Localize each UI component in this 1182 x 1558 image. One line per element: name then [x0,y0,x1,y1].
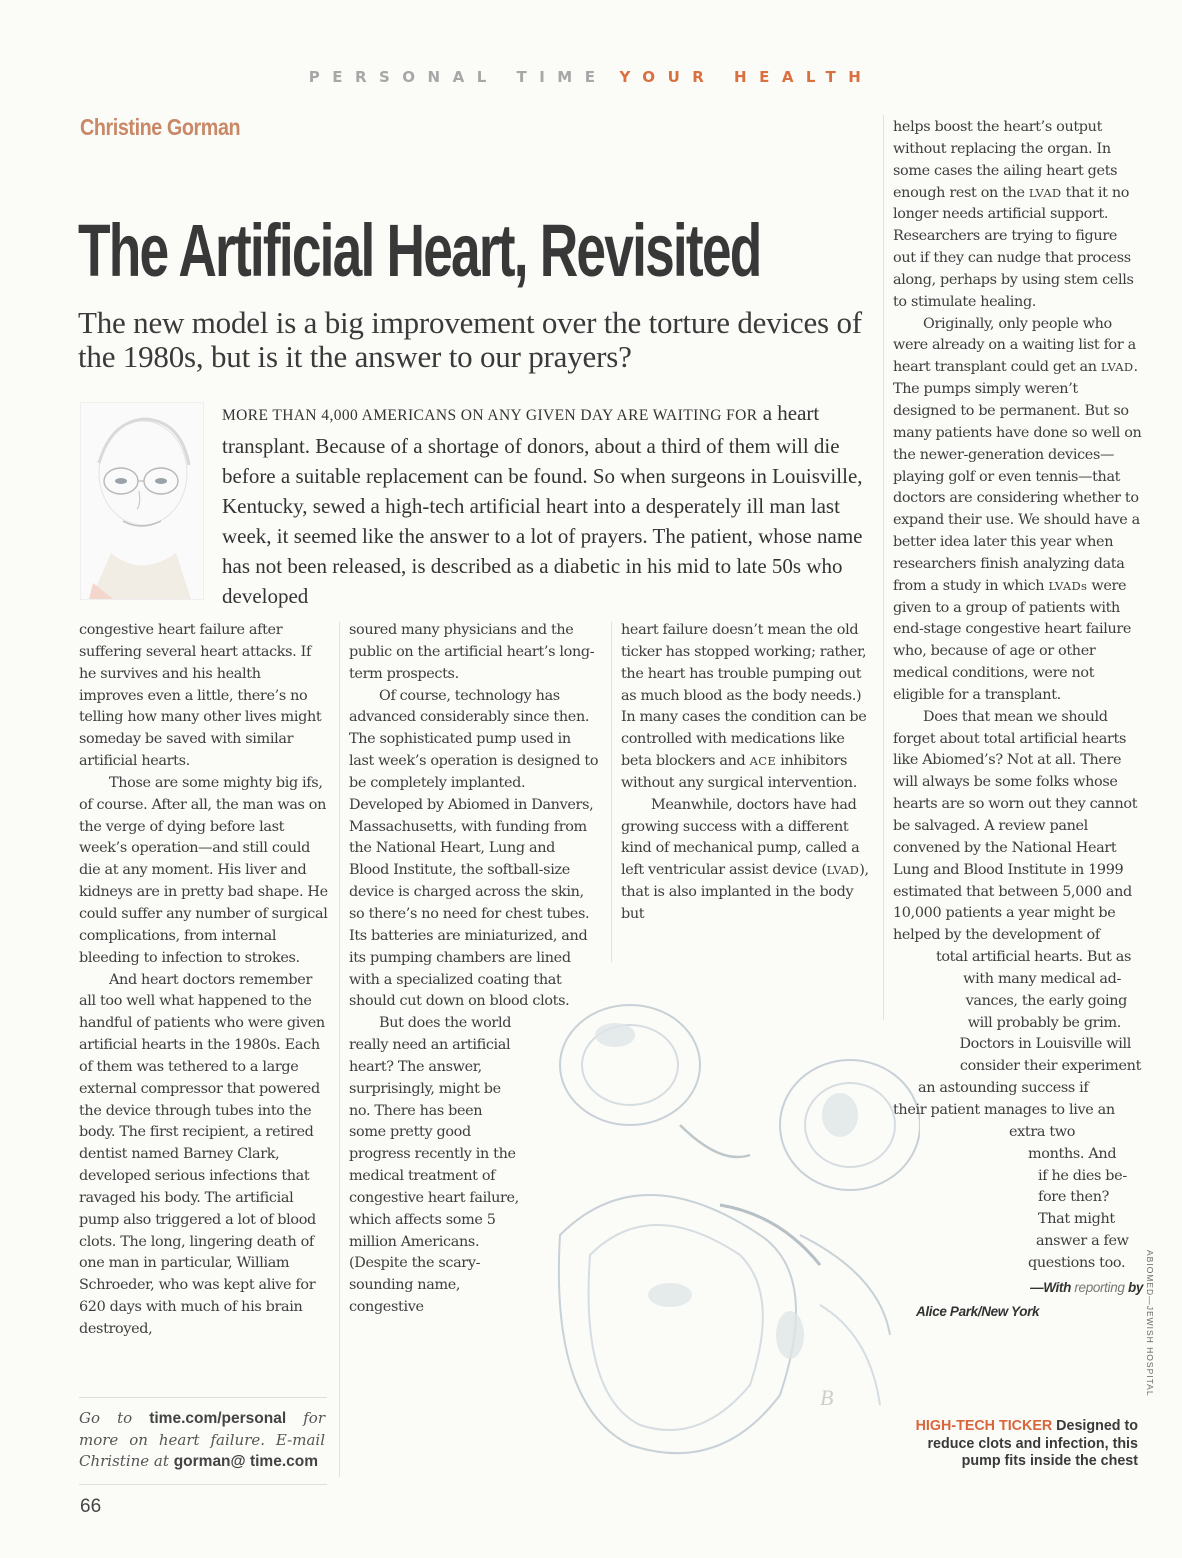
reporter-name [893,1301,1143,1323]
text-line: an astounding success if [918,1080,1089,1097]
section-label: PERSONAL TIME [308,68,608,86]
article-column-3 [621,620,871,926]
reporter-name-text: Alice Park/New York [916,1303,1040,1319]
wrapped-text [893,947,1143,1322]
column-rule [883,115,884,1020]
text-line: That might [1038,1211,1115,1228]
paragraph: Those are some mighty big ifs, of course. After all, the man was on the verge of dying before last week’s operation—and still could die at any moment. His liver and kidneys are in pretty bad shape. He could suffer any number of surgical complications, from internal bleeding to infection to strokes. [79,774,328,966]
article-column-2 [349,620,599,1319]
text-line: questions too. [1028,1254,1126,1271]
section-header [0,68,1182,86]
paragraph: helps boost the heart’s output without replacing the organ. In some cases the ailing heart gets enough rest on the LVAD that it no longer needs artificial support. Researchers are trying to figure out if they can nudge that process along, perhaps by using stem cells to stimulate healing. [893,119,1134,310]
web-promo [79,1408,325,1473]
text-line: consider their experiment [959,1058,1141,1075]
reporting-credit [893,1277,1143,1299]
caption-title: HIGH-TECH TICKER [915,1418,1053,1434]
text-line: will probably be grim. [967,1014,1121,1031]
credit-reporting: reporting [1074,1279,1125,1295]
text-line: if he dies be- [1038,1167,1127,1184]
paragraph: congestive heart failure after suffering several heart attacks. If he survives and his health improves even a little, there’s no telling how many other lives might someday be saved with similar artificial hearts. [79,622,322,770]
column-rule [339,622,340,1477]
photo-credit-text: ABIOMED—JEWISH HOSPITAL [1145,1250,1155,1397]
paragraph: Originally, only people who were already on a waiting list for a heart transplant could get an LVAD. The pumps simply weren’t designed to be permanent. But so many patients have done so well on the newer-generation devices—playing golf or even tennis—that doctors are considering whether to expand their use. We should have a better idea later this year when researchers finish analyzing data from a study in which LVADs were given to a group of patients with end-stage congestive heart failure who, because of age or other medical conditions, were not eligible for a transplant. [893,315,1142,703]
headline: The Artificial Heart, Revisited [78,209,761,292]
column-rule [611,622,612,962]
text-line: their patient manages to live an [893,1101,1115,1118]
paragraph: Meanwhile, doctors have had growing success with a different kind of mechanical pump, called a left ventricular assist device (LVAD), that is also implanted in the body but [621,796,869,922]
paragraph: heart failure doesn’t mean the old ticker has stopped working; rather, the heart has trouble pumping out as much blood as the body needs.) In many cases the condition can be controlled with medications like beta blockers and ACE inhibitors without any surgical intervention. [621,622,867,791]
article-column-4 [893,117,1143,1322]
text-line: answer a few [1036,1233,1129,1250]
lead-text: a heart transplant. Because of a shortage of donors, about a third of them will die before a suitable replacement can be found. So when surgeons in Louisville, Kentucky, sewed a high-tech artificial heart into a desperately ill man last week, it seemed like the answer to a lot of prayers. The patient, whose name has not been released, is described as a diabetic in his mid to late 50s who developed [222,401,863,608]
text-line: vances, the early going [965,992,1127,1009]
byline: Christine Gorman [80,114,241,140]
credit-with: —With [1030,1279,1071,1295]
text-line: total artificial hearts. But as [935,949,1131,966]
text-line: Doctors in Louisville will [959,1036,1131,1053]
promo-link[interactable]: time.com/personal [149,1410,287,1427]
photo-credit [1145,1250,1159,1410]
author-photo [80,402,204,600]
promo-text: for more on heart failure. E-mail Christine at [79,1409,325,1470]
article-column-1 [79,620,329,1341]
caption-text: Designed to reduce clots and infection, this pump fits inside the chest [927,1418,1138,1469]
photo-caption [898,1418,1138,1471]
divider [79,1484,327,1485]
dek: The new model is a big improvement over the torture devices of the 1980s, but is it the answer to our prayers? [78,305,862,374]
text-line: with many medical ad- [963,970,1121,987]
promo-text: Go to [79,1409,133,1427]
text-line: months. And [1028,1145,1117,1162]
text-line: fore then? [1038,1189,1110,1206]
credit-by: by [1127,1279,1143,1295]
author-email-link[interactable]: gorman@ time.com [173,1453,318,1470]
paragraph: Of course, technology has advanced considerably since then. The sophisticated pump used in last week’s operation is designed to be completely implanted. Developed by Abiomed in Danvers, Massachusetts, with funding from the National Heart, Lung and Blood Institute, the softball-size device is charged across the skin, so there’s no need for chest tubes. Its batteries are miniaturized, and its pumping chambers are lined with a specialized coating that should cut down on blood clots. [349,687,599,1010]
author-portrait-icon [81,403,203,599]
paragraph: And heart doctors remember all too well what happened to the handful of patients who were given artificial hearts in the 1980s. Each of them was tethered to a large external compressor that powered the device through tubes into the body. The first recipient, a retired dentist named Barney Clark, developed serious infections that ravaged his body. The artificial pump also triggered a lot of blood clots. The long, lingering death of one man in particular, William Schroeder, who was kept alive for 620 days with much of his brain destroyed, [79,971,325,1337]
divider [79,1397,327,1398]
lead-caps: MORE THAN 4,000 AMERICANS ON ANY GIVEN DAY ARE WAITING FOR [222,407,758,424]
paragraph: Does that mean we should forget about total artificial hearts like Abiomed’s? Not at all. There will always be some folks whose hearts are so worn out they cannot be salvaged. A review panel convened by the National Heart Lung and Blood Institute in 1999 estimated that between 5,000 and 10,000 patients a year might be helped by the development of [893,708,1138,944]
page-number: 66 [80,1496,102,1517]
text-line: extra two [1009,1123,1076,1140]
subsection-label: YOUR HEALTH [619,68,874,86]
paragraph: soured many physicians and the public on the artificial heart’s long-term prospects. [349,622,595,682]
svg-text:B: B [820,1385,834,1410]
paragraph: But does the world really need an artificial heart? The answer, surprisingly, might be no. There has been some pretty good progress recently in the medical treatment of congestive heart failure, which affects some 5 million Americans. (Despite the scary-sounding name, congestive [349,1015,519,1316]
lead-paragraph [222,398,867,611]
